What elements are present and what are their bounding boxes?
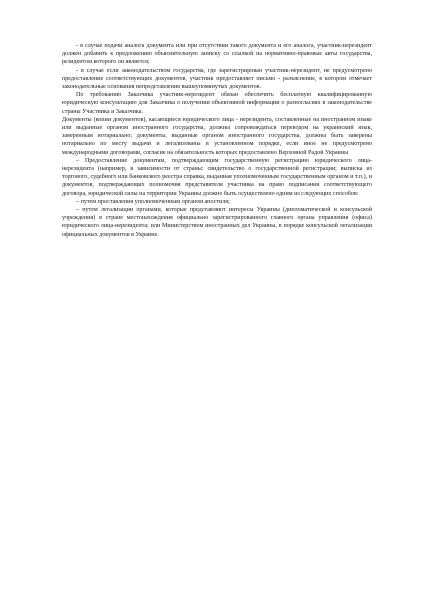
paragraph-legal-consultation: По требованию Заказчика участник-нерезидент обязан обеспечить бесплатную квалифицированную юридическую консультацию для Заказчика о получении объективной информации о разногласиях в законодательстве страны Участника и Заказчика. [62, 92, 372, 115]
paragraph-translation-requirements: Документы (копии документов), касающиеся юридического лица - нерезидента, составленные на иностранном языке или выданные органом иностранного государства, должны сопровождаться переводом на украинский язык, заверенным нотариально; документы, выданные органом иностранного государства, должны быть заверены нотариально по месту выдачи и легализованы в установленном порядке, если иное не предусмотрено международными договорами, согласие на обязательность которых предоставлено Верховной Радой Украины [62, 116, 372, 156]
paragraph-apostille: – путем проставления уполномоченным органом апостиля; [76, 198, 230, 205]
document-page [62, 42, 372, 239]
paragraph-analog-document: - в случае подачи аналога документа или при отсутствии такого документа и его аналога, участник-нерезидент должен добавить к предложению объяснительную записку со ссылкой на нормативно-правовые акты государства, резидентом которого он является; [62, 43, 372, 66]
paragraph-registration-documents: – Предоставление документам, подтверждающим государственную регистрацию юридического лица-нерезидента (например, в зависимости от страны: свидетельство о государственной регистрации; выписка из торгового, судебного или банковского реестра справка, выданная уполномоченным государственным органом и т.п.), и документов, подтверждающих полномочия представителя участника на право подписания соответствующего договора, юридической силы на территории Украины должно быть осуществлено одним из следующих способов: [62, 157, 372, 197]
paragraph-explanation-letter: - в случае если законодательством государства, где зарегистрирован участник-нерезидент, не предусмотрено предоставление соответствующих документов, участник предоставляет письмо - разъяснение, в котором отмечает законодательные основания непредставления вышеупомянутых документов. [62, 67, 372, 91]
paragraph-legalization: – путем легализации органами, которые представляют интересы Украины (дипломатической и консульской учреждения) в стране местонахождения официально зарегистрированного главного органа управления (офиса) юридического лица-нерезидента; или Министерством иностранных дел Украины, в порядке консульской легализации официальных документов в Украине. [62, 207, 372, 238]
